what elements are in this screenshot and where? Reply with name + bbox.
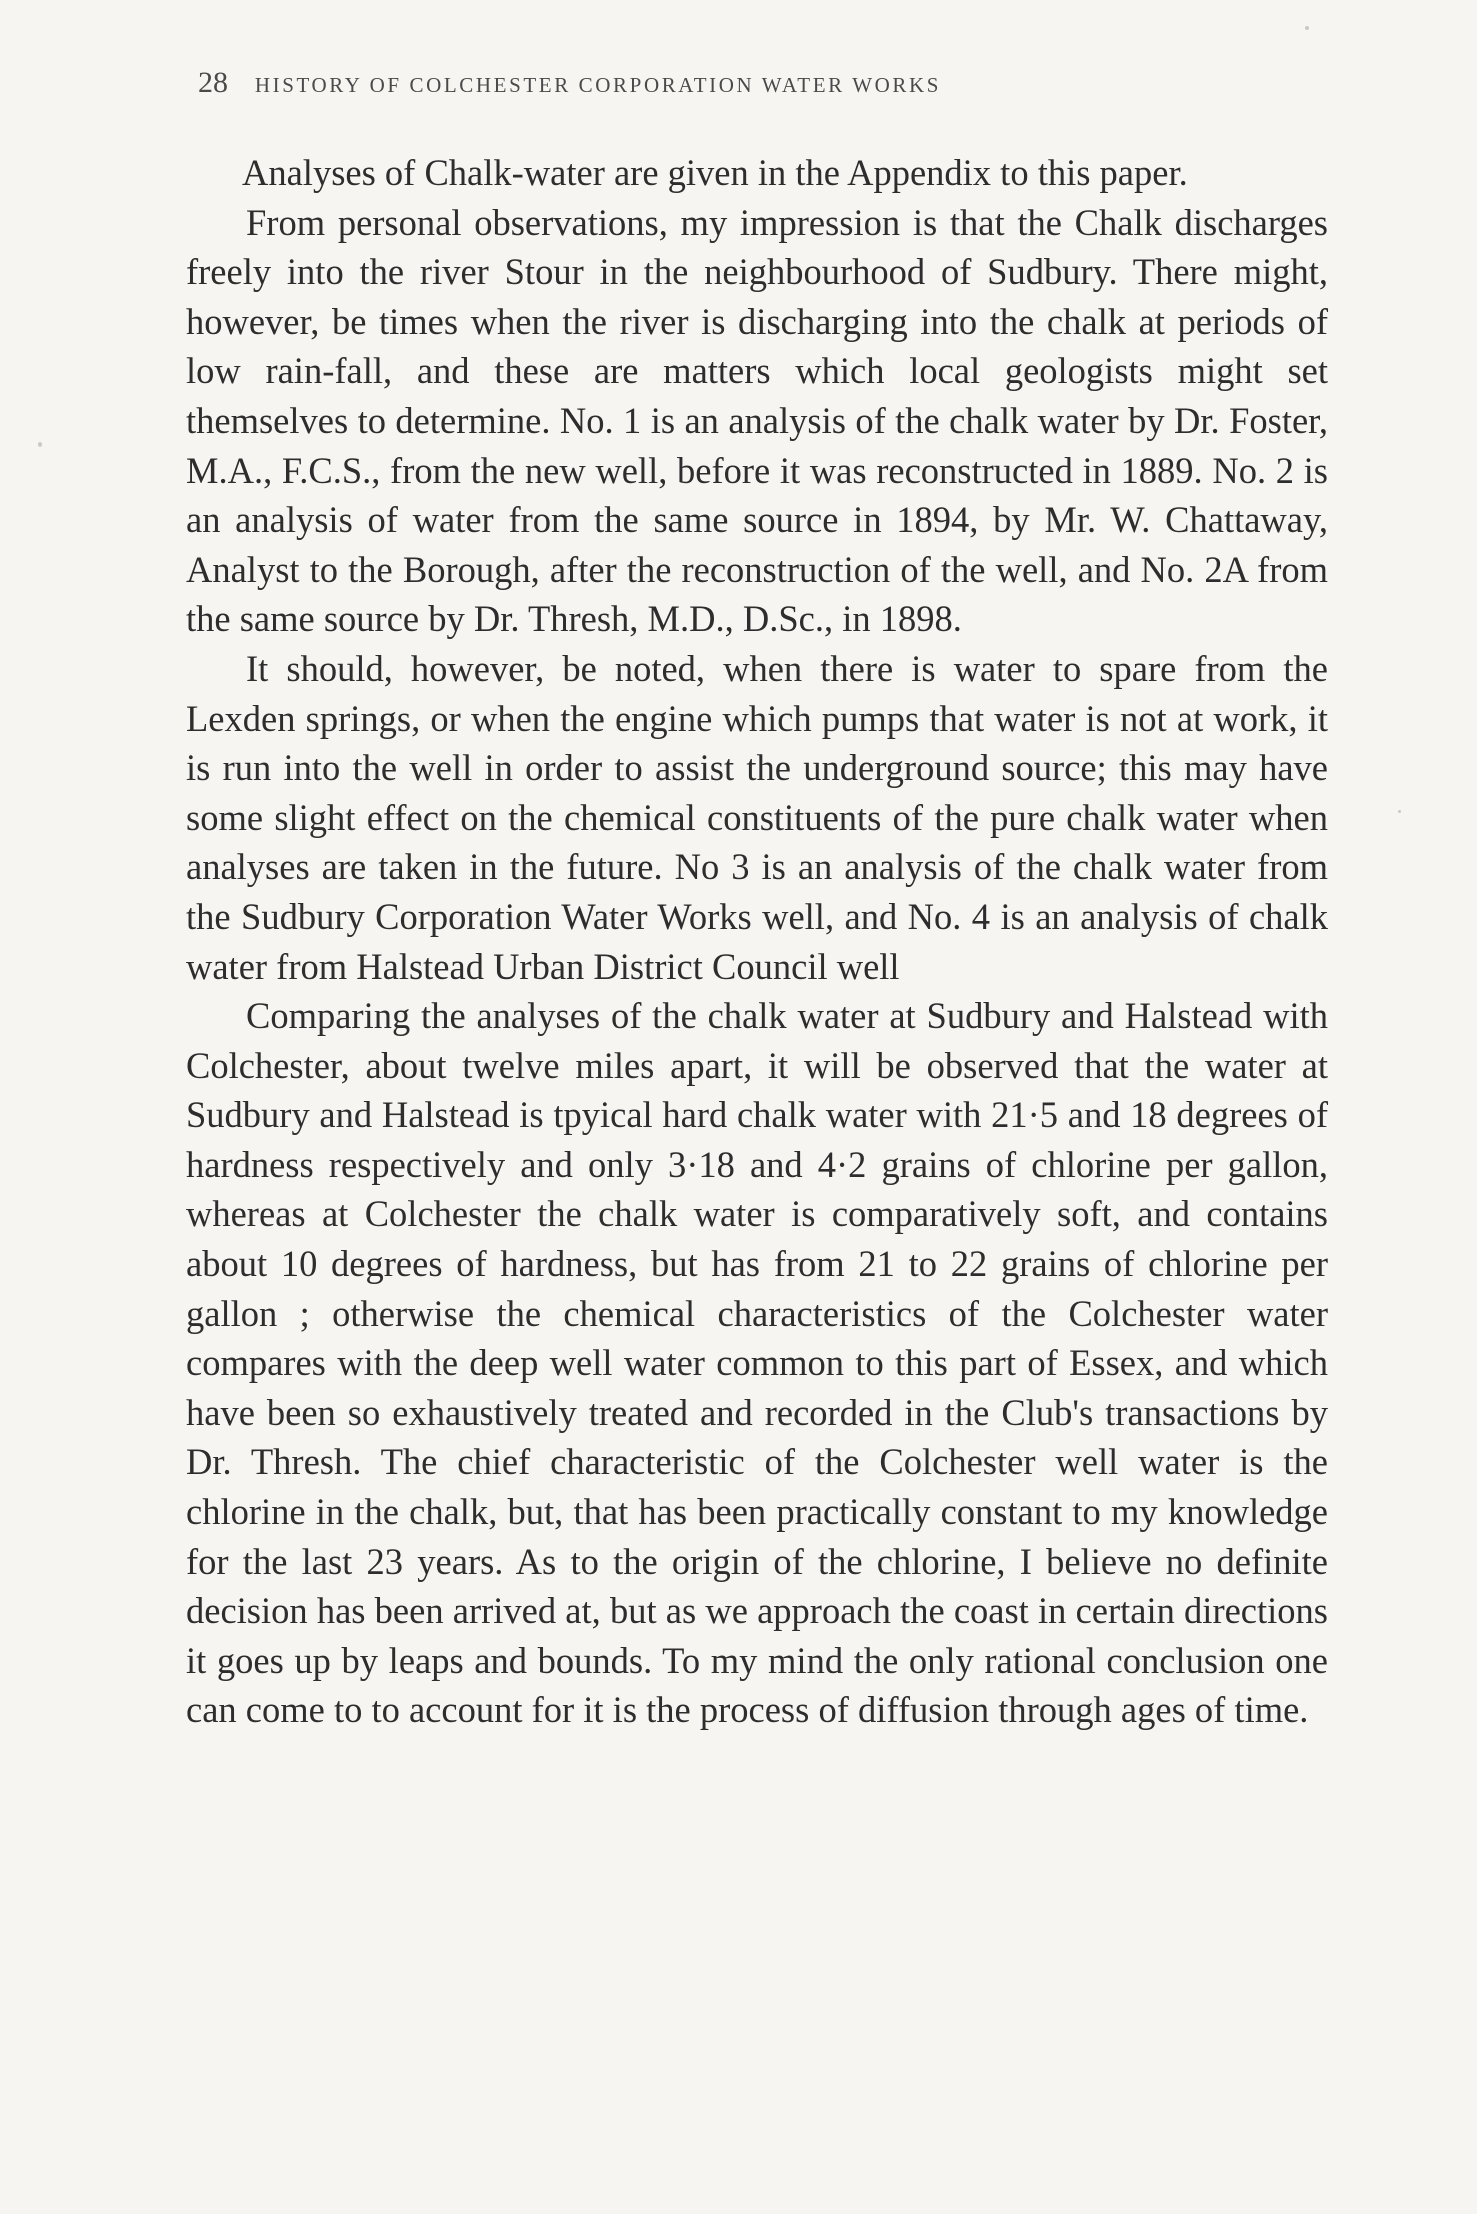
paragraph-observations: From personal observations, my impression is that the Chalk discharges freely into the river Stour in the neighbourhood of Sudbury. There might, however, be times when the river is discharging into the chalk at periods of low rain-fall, and these are matters which local geologists might set themselves to determine. No. 1 is an analysis of the chalk water by Dr. Foster, M.A., F.C.S., from the new well, before it was reconstructed in 1889. No. 2 is an analysis of water from the same source in 1894, by Mr. W. Chattaway, Analyst to the Borough, after the reconstruction of the well, and No. 2A from the same source by Dr. Thresh, M.D., D.Sc., in 1898.	[186, 201, 1328, 640]
paragraph-lexden-springs: It should, however, be noted, when there is water to spare from the Lexden springs, or when the engine which pumps that water is not at work, it is run into the well in order to assist the underground source; this may have some slight effect on the chemical constituents of the pure chalk water when analyses are taken in the future. No 3 is an analysis of the chalk water from the Sudbury Corporation Water Works well, and No. 4 is an analysis of chalk water from Halstead Urban District Council well	[186, 647, 1328, 987]
scan-speck	[1398, 810, 1401, 813]
scan-speck	[1305, 26, 1309, 30]
paragraph-appendix-note: Analyses of Chalk-water are given in the Appendix to this paper.	[242, 152, 1188, 193]
paragraph-comparison: Comparing the analyses of the chalk water at Sudbury and Halstead with Colchester, about twelve miles apart, it will be observed that the water at Sudbury and Halstead is tpyical hard chalk water with 21·5 and 18 degrees of hardness respectively and only 3·18 and 4·2 grains of chlorine per gallon, whereas at Colchester the chalk water is comparatively soft, and contains about 10 degrees of hardness, but has from 21 to 22 grains of chlorine per gallon ; otherwise the chemical characteristics of the Colchester water compares with the deep well water common to this part of Essex, and which have been so exhaustively treated and recorded in the Club's transactions by Dr. Thresh. The chief characteristic of the Colchester well water is the chlorine in the chalk, but, that has been practically constant to my knowledge for the last 23 years. As to the origin of the chlorine, I believe no definite decision has been arrived at, but as we approach the coast in certain directions it goes up by leaps and bounds. To my mind the only rational conclusion one can come to to account for it is the process of diffusion through ages of time.	[186, 995, 1328, 1731]
scan-speck	[38, 442, 42, 447]
running-title: HISTORY OF COLCHESTER CORPORATION WATER WORKS	[254, 73, 942, 97]
running-head	[198, 66, 1258, 100]
page-number: 28	[198, 66, 228, 99]
body-text	[186, 148, 1328, 1735]
